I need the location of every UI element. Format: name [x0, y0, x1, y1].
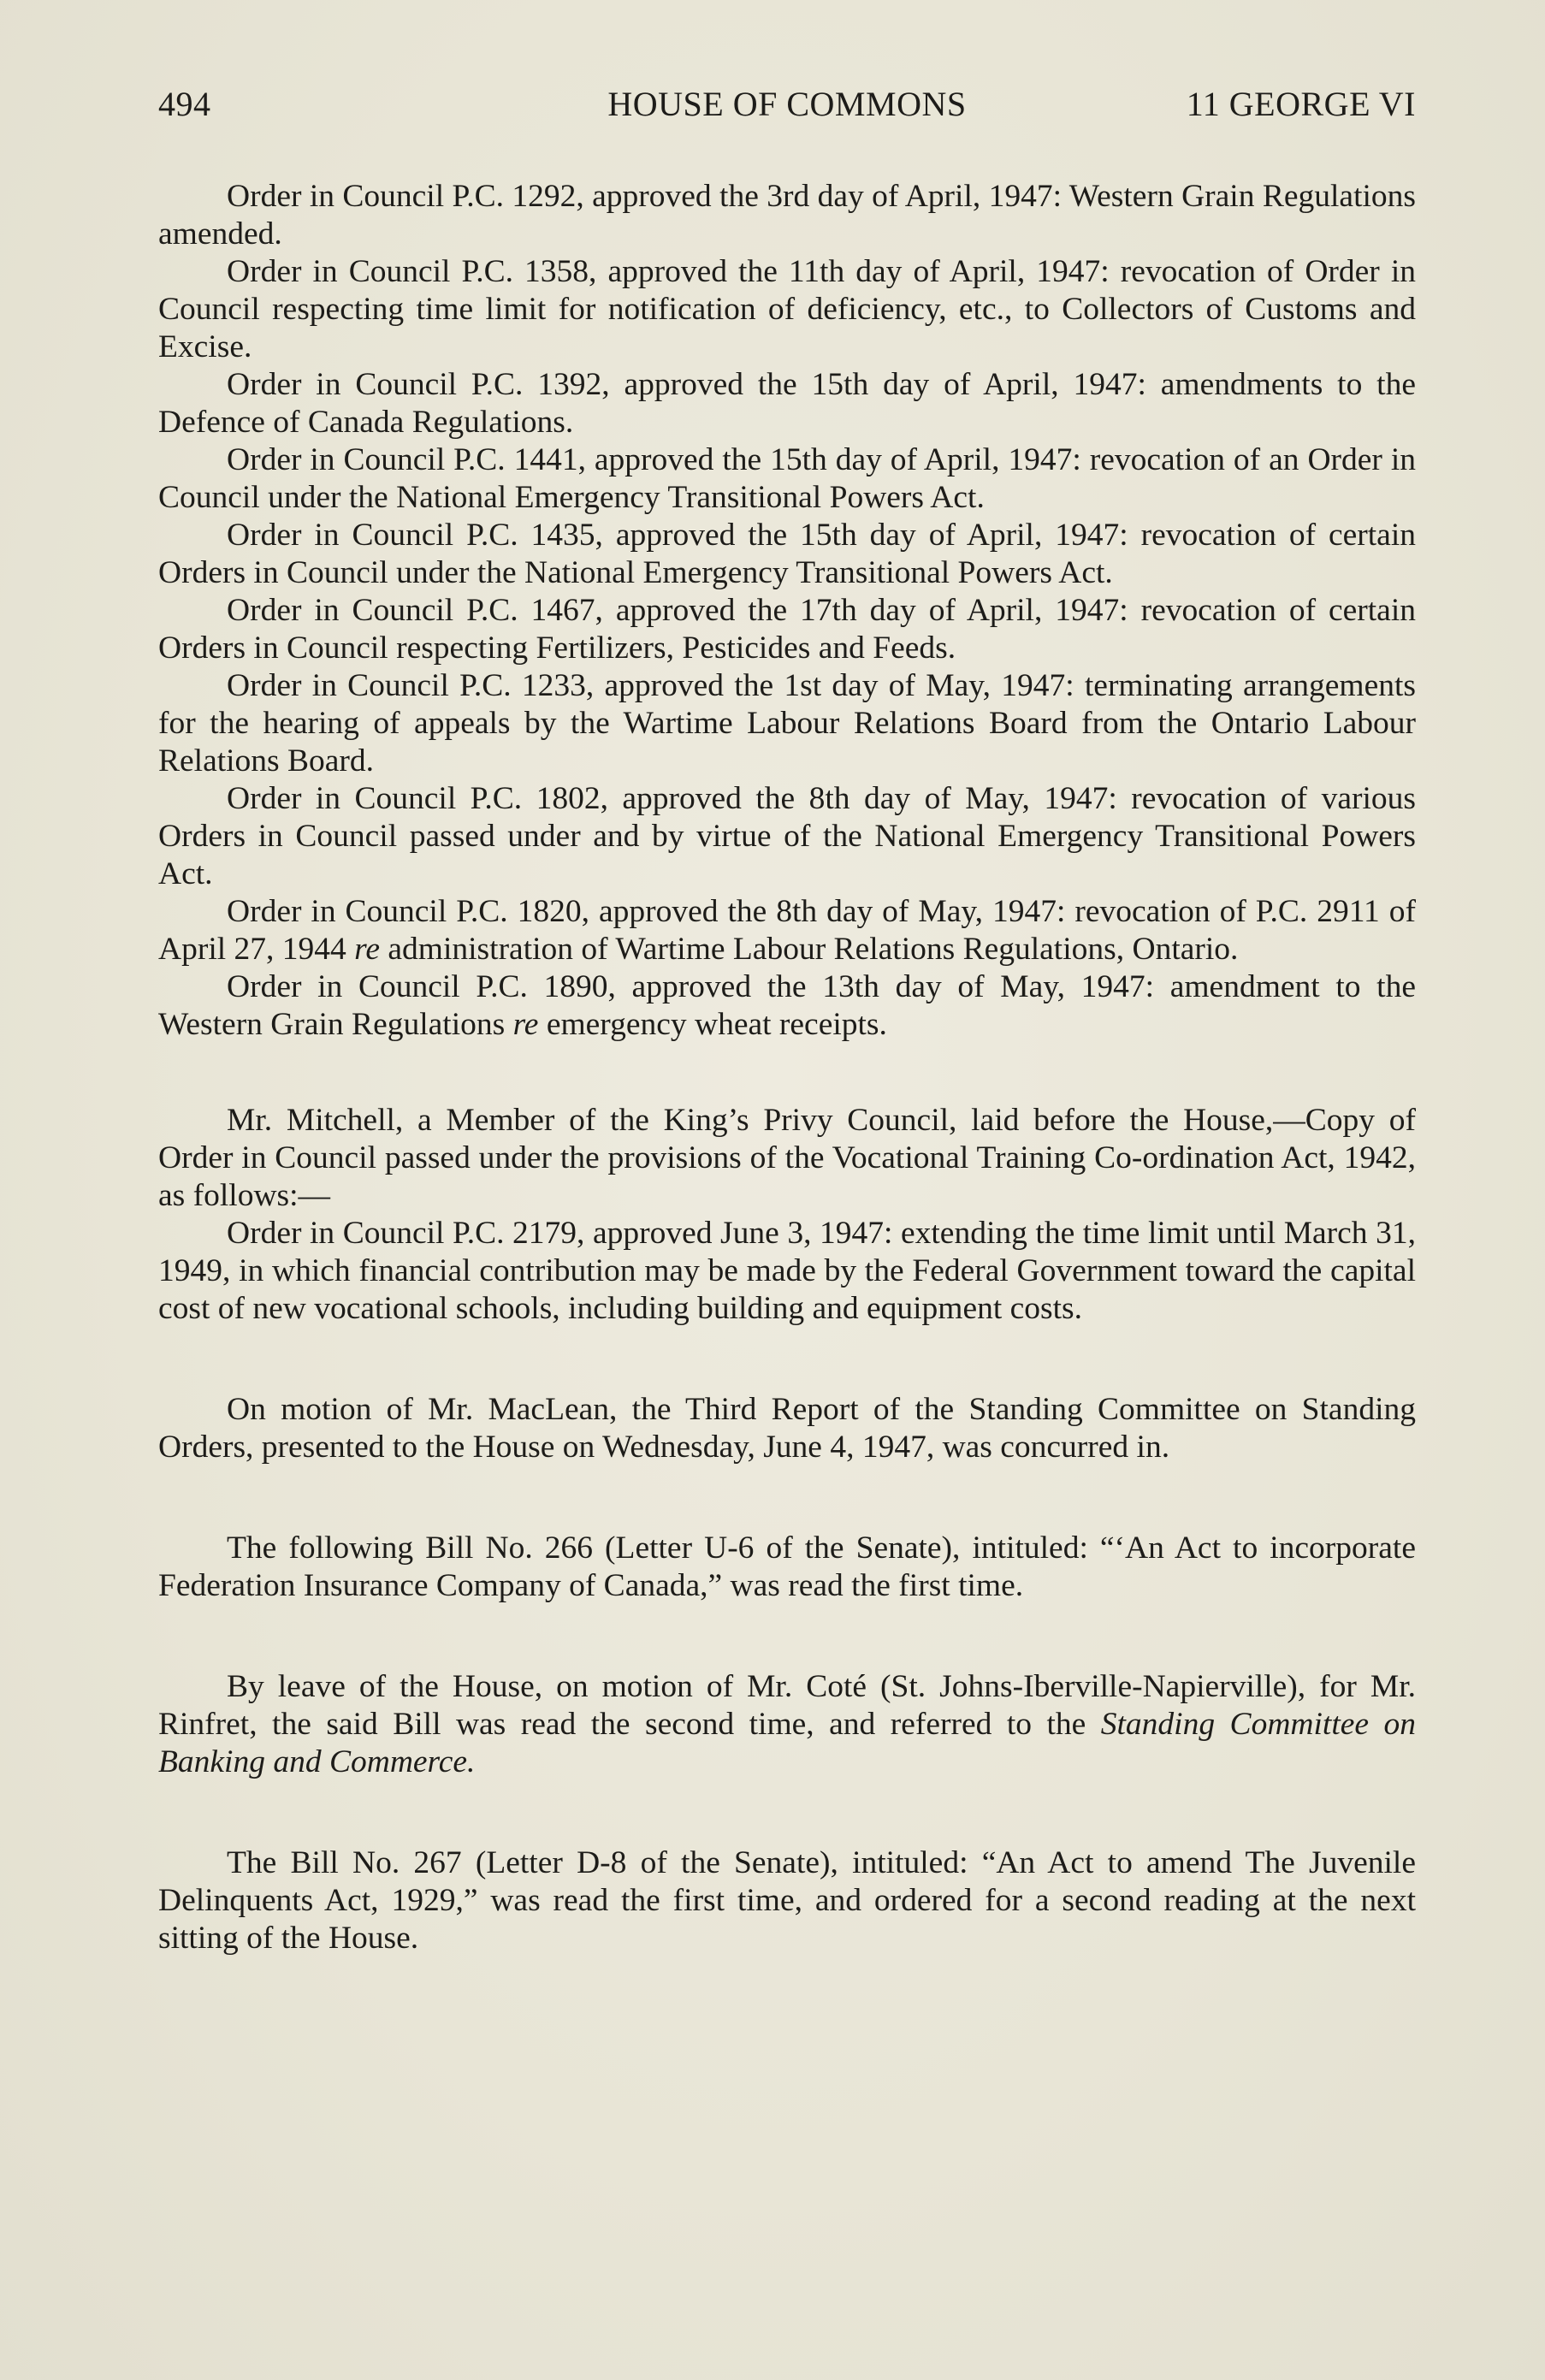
order-in-council-entry: Order in Council P.C. 1233, approved the 1st day of May, 1947: terminating arrangements for the hearing of appeals by the Wartime Labour Relations Board from the Ontario Labour Relations Board. — [158, 668, 1416, 779]
page-number: 494 — [158, 85, 211, 123]
entry-text: By leave of the House, on motion of Mr. Coté (St. Johns-Iberville-Napierville), for Mr. Rinfret, the said Bill was read the second time, and referred to the — [158, 1669, 1416, 1742]
section-spacer — [158, 1466, 1416, 1530]
order-in-council-entry: Order in Council P.C. 1358, approved the 11th day of April, 1947: revocation of Order in Council respecting time limit for notification of deficiency, etc., to Collectors of Customs and Excise. — [158, 254, 1416, 364]
mitchell-intro: Mr. Mitchell, a Member of the King’s Privy Council, laid before the House,—Copy of Order in Council passed under the provisions of the Vocational Training Co-ordination Act, 1942, as follows:— — [158, 1103, 1416, 1213]
entry-text: administration of Wartime Labour Relations Regulations, Ontario. — [380, 932, 1239, 967]
entry-text: emergency wheat receipts. — [538, 1007, 887, 1042]
entry-text: Order in Council P.C. 1820, approved the 8th day of May, 1947: revocation of P.C. 2911 of April 27, 1944 — [158, 894, 1416, 967]
mitchell-section — [158, 1102, 1416, 1328]
entry-italic: re — [354, 932, 381, 967]
orders-in-council-list — [158, 178, 1416, 1044]
entry-text: Order in Council P.C. 1890, approved the 13th day of May, 1947: amendment to the Western Grain Regulations — [158, 969, 1416, 1042]
vocational-order-entry: Order in Council P.C. 2179, approved June 3, 1947: extending the time limit until March 31, 1949, in which financial contribution may be made by the Federal Government toward the capital cost of new vocational schools, including building and equipment costs. — [158, 1216, 1416, 1326]
bill-267-first-reading: The Bill No. 267 (Letter D-8 of the Senate), intituled: “An Act to amend The Juvenile Delinquents Act, 1929,” was read the first time, and ordered for a second reading at the next sitting of the House. — [158, 1845, 1416, 1956]
section-spacer — [158, 1328, 1416, 1391]
order-in-council-entry — [158, 893, 1416, 968]
order-in-council-entry: Order in Council P.C. 1292, approved the 3rd day of April, 1947: Western Grain Regulations amended. — [158, 179, 1416, 252]
order-in-council-entry: Order in Council P.C. 1467, approved the 17th day of April, 1947: revocation of certain Orders in Council respecting Fertilizers, Pesticides and Feeds. — [158, 593, 1416, 666]
maclean-motion: On motion of Mr. MacLean, the Third Report of the Standing Committee on Standing Orders, presented to the House on Wednesday, June 4, 1947, was concurred in. — [158, 1392, 1416, 1465]
entry-italic: re — [512, 1007, 539, 1042]
bill-266-second-reading — [158, 1668, 1416, 1781]
committee-name: Standing Committee on Banking and Commerce. — [158, 1707, 1416, 1779]
running-header — [158, 84, 1416, 132]
order-in-council-entry: Order in Council P.C. 1441, approved the 15th day of April, 1947: revocation of an Order in Council under the National Emergency Transitional Powers Act. — [158, 442, 1416, 515]
journal-title: HOUSE OF COMMONS — [607, 85, 967, 123]
order-in-council-entry: Order in Council P.C. 1435, approved the 15th day of April, 1947: revocation of certain Orders in Council under the National Emergency Transitional Powers Act. — [158, 518, 1416, 590]
order-in-council-entry: Order in Council P.C. 1802, approved the 8th day of May, 1947: revocation of various Orders in Council passed under and by virtue of the National Emergency Transitional Powers Act. — [158, 781, 1416, 891]
section-spacer — [158, 1605, 1416, 1668]
section-spacer — [158, 1781, 1416, 1844]
bill-266-first-reading: The following Bill No. 266 (Letter U-6 of the Senate), intituled: “‘An Act to incorporate Federation Insurance Company of Canada,” was read the first time. — [158, 1530, 1416, 1603]
order-in-council-entry — [158, 968, 1416, 1044]
page-body — [158, 178, 1416, 1957]
regnal-year: 11 GEORGE VI — [1186, 85, 1416, 123]
section-spacer — [158, 1044, 1416, 1102]
order-in-council-entry: Order in Council P.C. 1392, approved the 15th day of April, 1947: amendments to the Defence of Canada Regulations. — [158, 367, 1416, 440]
